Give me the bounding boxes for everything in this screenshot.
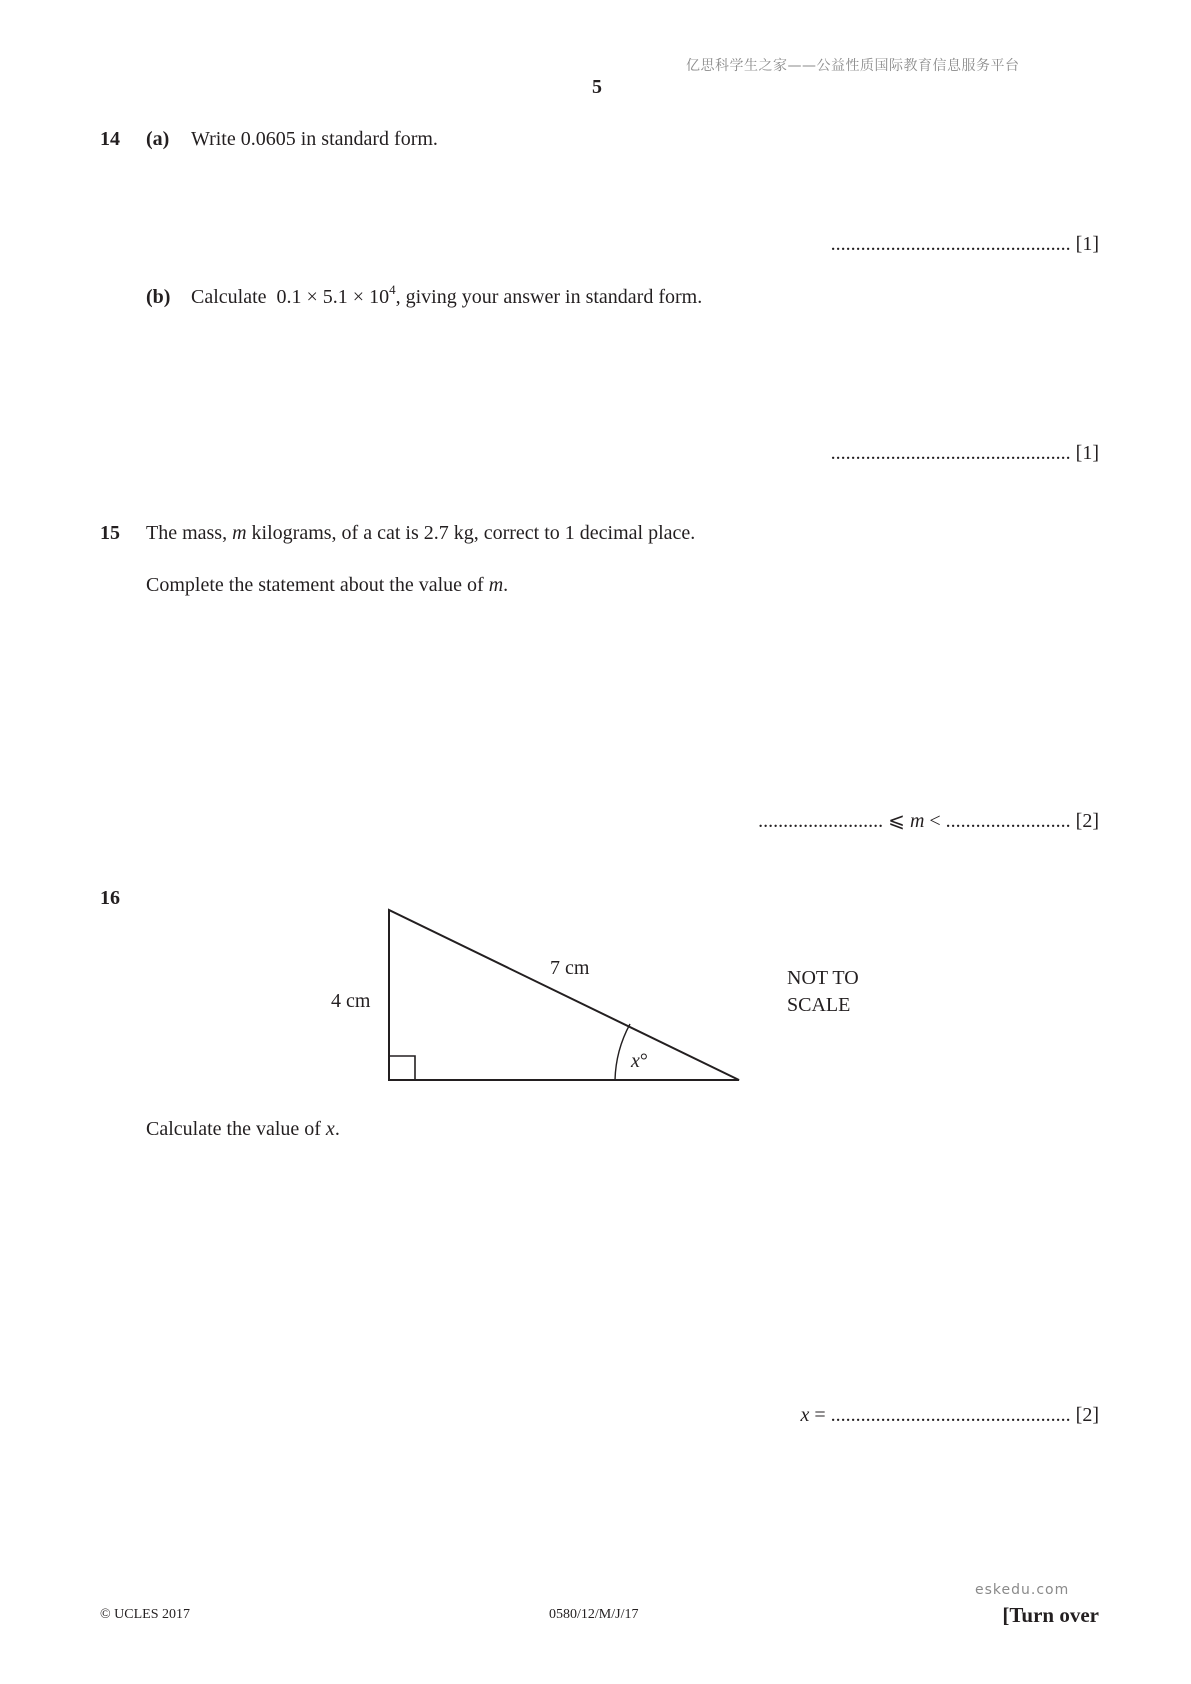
q14b-marks: [1] xyxy=(1075,442,1099,464)
q14b-suffix: , giving your answer in standard form. xyxy=(395,286,703,308)
q14a-answer-line: ................................................ xyxy=(830,233,1071,255)
q16-instruction-part1: Calculate the value of xyxy=(146,1118,326,1140)
q16-marks: [2] xyxy=(1075,1404,1099,1426)
q14-number: 14 xyxy=(100,128,120,150)
q16-answer-var: x xyxy=(800,1404,810,1426)
q15-var-m: m xyxy=(232,522,247,544)
q14b-expression: 0.1 × 5.1 × 10 xyxy=(276,286,390,308)
angle-label xyxy=(631,1050,648,1073)
q14a-marks: [1] xyxy=(1075,233,1099,255)
q16-instruction-part2: . xyxy=(334,1118,340,1140)
q15-number: 15 xyxy=(100,522,120,544)
q15-answer-right: ......................... xyxy=(945,810,1071,832)
q16-answer-line: ................................................ xyxy=(830,1404,1071,1426)
site-header-note: 亿思科学生之家——公益性质国际教育信息服务平台 xyxy=(686,58,1020,74)
watermark: eskedu.com xyxy=(975,1582,1070,1598)
q14b-label: (b) xyxy=(146,286,171,308)
right-angle-marker xyxy=(389,1056,415,1080)
q15-relation-2: < xyxy=(924,810,946,832)
q16-number: 16 xyxy=(100,887,120,909)
q15-relation-var: m xyxy=(909,810,925,832)
q16-instruction xyxy=(146,1117,340,1141)
side-vertical-label: 4 cm xyxy=(331,990,371,1012)
angle-unit: ° xyxy=(639,1050,648,1072)
turn-over: [Turn over xyxy=(1002,1603,1099,1627)
copyright: © UCLES 2017 xyxy=(100,1607,190,1622)
q15-instruction-part2: . xyxy=(503,574,509,596)
q15-instruction-var: m xyxy=(488,574,504,596)
angle-var: x xyxy=(631,1050,640,1072)
not-to-scale-note xyxy=(787,965,859,1019)
q14b-answer-line: ................................................ xyxy=(830,442,1071,464)
not-to-scale-line2: SCALE xyxy=(787,994,851,1016)
q15-answer-left: ......................... xyxy=(758,810,884,832)
q14a-text: Write 0.0605 in standard form. xyxy=(191,128,438,150)
not-to-scale-line1: NOT TO xyxy=(787,967,859,989)
page-number: 5 xyxy=(592,76,602,98)
q14a-label: (a) xyxy=(146,128,170,150)
triangle-outline xyxy=(389,910,739,1080)
q15-marks: [2] xyxy=(1075,810,1099,832)
paper-code: 0580/12/M/J/17 xyxy=(549,1607,639,1622)
hypotenuse-label: 7 cm xyxy=(550,957,590,979)
angle-arc xyxy=(615,1024,630,1080)
q16-answer xyxy=(801,1404,1100,1427)
q16-instruction-var: x xyxy=(325,1118,335,1140)
q14b-prefix: Calculate xyxy=(191,286,267,308)
q16-answer-eq: = xyxy=(809,1404,831,1426)
q15-text-part2: kilograms, of a cat is 2.7 kg, correct to 1 decimal place. xyxy=(246,522,696,544)
q14b-exponent: 4 xyxy=(389,282,396,297)
q15-instruction-part1: Complete the statement about the value of xyxy=(146,574,489,596)
q15-text-part1: The mass, xyxy=(146,522,233,544)
q15-relation-1: ⩽ xyxy=(883,810,910,832)
